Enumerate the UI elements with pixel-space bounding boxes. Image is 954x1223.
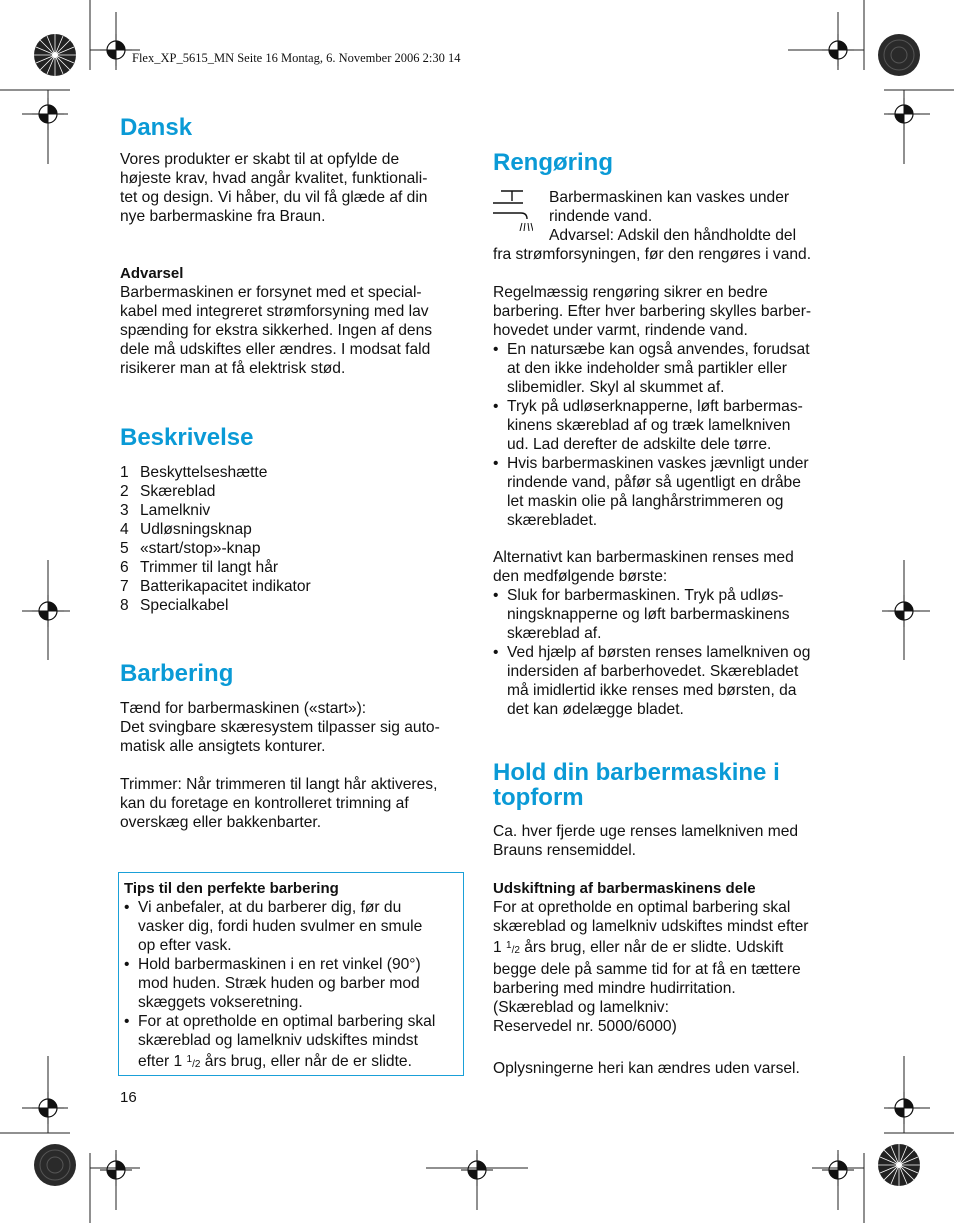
- text-line: Tænd for barbermaskinen («start»):: [120, 700, 367, 717]
- text-line: Alternativt kan barbermaskinen renses med: [493, 549, 794, 566]
- list-item: 4 Udløsningsknap: [120, 521, 252, 538]
- warning-title: Advarsel: [120, 265, 184, 282]
- list-item: • Ved hjælp af børsten renses lamelkniven og indersiden af barberhovedet. Skærebladet må imidlertid ikke renses med børsten, da det kan ødelægge bladet.: [493, 643, 838, 719]
- text-line: begge dele på samme tid for at få en tættere: [493, 961, 801, 978]
- cleaning-paragraph: [493, 283, 838, 530]
- text-line: Reservedel nr. 5000/6000): [493, 1018, 677, 1035]
- text-line: Brauns rensemiddel.: [493, 842, 637, 859]
- text-line: den medfølgende børste:: [493, 568, 668, 585]
- heading-rengoring: Rengøring: [493, 149, 613, 176]
- brush-paragraph: [493, 548, 838, 719]
- heading-barbering: Barbering: [120, 660, 234, 687]
- print-slug: Flex_XP_5615_MN Seite 16 Montag, 6. November 2006 2:30 14: [132, 51, 461, 65]
- text-line: overskæg eller bakkenbarter.: [120, 814, 322, 831]
- text-line: Advarsel: Adskil den håndholdte del: [549, 227, 797, 244]
- page-number: 16: [120, 1089, 137, 1106]
- tip-item: • For at opretholde en optimal barbering skal skæreblad og lamelkniv udskiftes mindst efter 1 $^1$/2 års brug, eller når de er slidte.: [124, 1012, 457, 1074]
- parts-list: [120, 463, 465, 615]
- cleaning-intro-cont: [493, 245, 838, 264]
- text-line: For at opretholde en optimal barbering skal: [493, 899, 791, 916]
- text-line: Regelmæssig rengøring sikrer en bedre: [493, 284, 768, 301]
- list-item: 7 Batterikapacitet indikator: [120, 578, 311, 595]
- tips-box: [118, 872, 464, 1076]
- cleaning-intro: [549, 188, 839, 245]
- list-item: • Tryk på udløserknapperne, løft barbermas- kinens skæreblad af og træk lamelkniven ud. Lad derefter de adskilte dele tørre.: [493, 397, 838, 454]
- notice: [493, 1059, 838, 1078]
- list-item: 1 Beskyttelseshætte: [120, 464, 268, 481]
- text-line: dele må udskiftes eller ændres. I modsat fald: [120, 341, 431, 358]
- shaving-paragraph-2: [120, 775, 465, 832]
- text-line: kabel med integreret strømforsyning med lav: [120, 303, 429, 320]
- text-line: rindende vand.: [549, 208, 653, 225]
- text-line: barbering med mindre hudirritation.: [493, 980, 736, 997]
- text-line: 1 $^1$/2 års brug, eller når de er slidte. Udskift: [493, 939, 784, 956]
- text-line: hovedet under varmt, rindende vand.: [493, 322, 748, 339]
- list-item: • En natursæbe kan også anvendes, forudsat at den ikke indeholder små partikler eller slibemidler. Skyl al skummet af.: [493, 340, 838, 397]
- heading-beskrivelse: Beskrivelse: [120, 424, 254, 451]
- heading-dansk: Dansk: [120, 114, 193, 141]
- text-line: Det svingbare skæresystem tilpasser sig auto-: [120, 719, 440, 736]
- faucet-water-icon: [493, 189, 533, 231]
- text-line: tet og design. Vi håber, du vil få glæde af din: [120, 189, 428, 206]
- list-item: 2 Skæreblad: [120, 483, 216, 500]
- text-line: Vores produkter er skabt til at opfylde de: [120, 151, 400, 168]
- text-line: Barbermaskinen er forsynet med et special-: [120, 284, 422, 301]
- shaving-paragraph-1: [120, 699, 465, 756]
- intro-paragraph: [120, 150, 465, 226]
- text-line: barbering. Efter hver barbering skylles barber-: [493, 303, 812, 320]
- text-line: Oplysningerne heri kan ændres uden varsel.: [493, 1060, 800, 1077]
- tip-item: • Vi anbefaler, at du barberer dig, før du vasker dig, fordi huden svulmer en smule op efter vask.: [124, 898, 457, 955]
- replacement-section: [493, 879, 838, 1036]
- list-item: • Sluk for barbermaskinen. Tryk på udløs- ningsknapperne og løft barbermaskinens skæreblad af.: [493, 586, 838, 643]
- warning-section: [120, 264, 465, 378]
- text-line: Ca. hver fjerde uge renses lamelkniven med: [493, 823, 799, 840]
- text-line: Trimmer: Når trimmeren til langt hår aktiveres,: [120, 776, 438, 793]
- maintenance-intro: [493, 822, 838, 860]
- list-item: 3 Lamelkniv: [120, 502, 211, 519]
- text-line: matisk alle ansigtets konturer.: [120, 738, 326, 755]
- list-item: 6 Trimmer til langt hår: [120, 559, 279, 576]
- replacement-title: Udskiftning af barbermaskinens dele: [493, 880, 756, 897]
- list-item: 8 Specialkabel: [120, 597, 229, 614]
- text-line: risikerer man at få elektrisk stød.: [120, 360, 346, 377]
- text-line: (Skæreblad og lamelkniv:: [493, 999, 669, 1016]
- list-item: 5 «start/stop»-knap: [120, 540, 261, 557]
- heading-topform: Hold din barbermaskine i topform: [493, 759, 780, 811]
- tips-title: Tips til den perfekte barbering: [124, 880, 339, 897]
- list-item: • Hvis barbermaskinen vaskes jævnligt under rindende vand, påfør så ugentligt en dråbe let maskin olie på langhårstrimmeren og skærebladet.: [493, 454, 838, 530]
- text-line: Barbermaskinen kan vaskes under: [549, 189, 790, 206]
- tip-item: • Hold barbermaskinen i en ret vinkel (90°) mod huden. Stræk huden og barber mod skæggets vokseretning.: [124, 955, 457, 1012]
- text-line: nye barbermaskine fra Braun.: [120, 208, 326, 225]
- text-line: højeste krav, hvad angår kvalitet, funktionali-: [120, 170, 428, 187]
- text-line: skæreblad og lamelkniv udskiftes mindst efter: [493, 918, 809, 935]
- text-line: spænding for ekstra sikkerhed. Ingen af dens: [120, 322, 433, 339]
- text-line: kan du foretage en kontrolleret trimning af: [120, 795, 409, 812]
- text-line: fra strømforsyningen, før den rengøres i vand.: [493, 246, 812, 263]
